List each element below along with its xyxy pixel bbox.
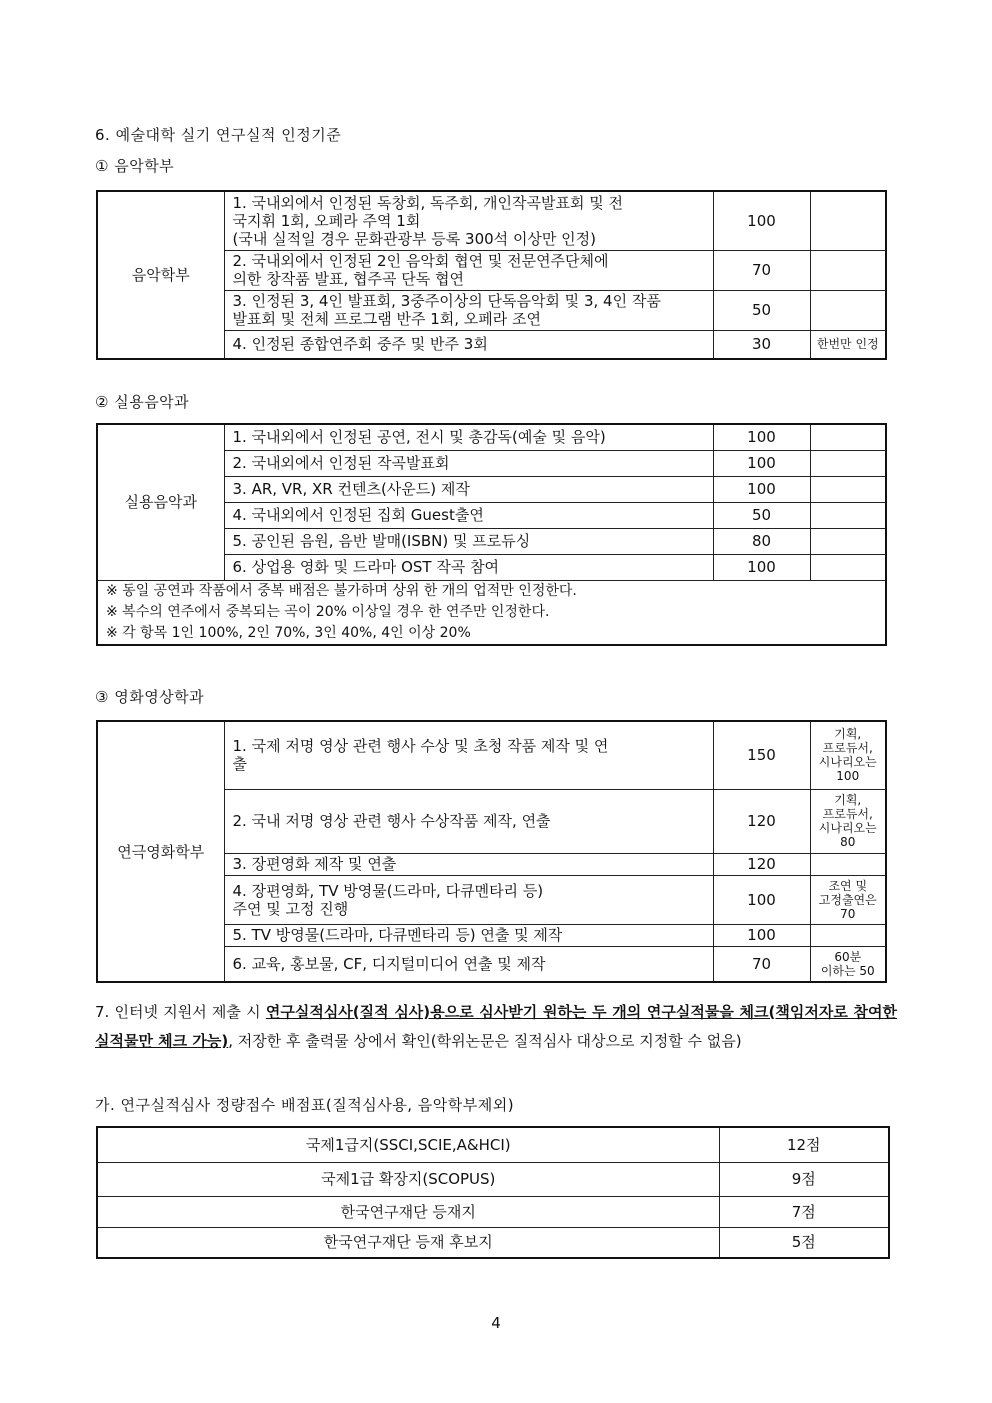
table-row — [97, 191, 886, 250]
criteria-line: (국내 실적일 경우 문화관광부 등록 300석 이상만 인정) — [232, 229, 597, 248]
note-cell — [810, 946, 886, 982]
criteria-cell: 2. 국내외에서 인정된 작곡발표회 — [224, 450, 713, 476]
note-cell — [810, 502, 886, 528]
section-7-paragraph — [95, 998, 897, 1056]
criteria-line: 1. 국제 저명 영상 관련 행사 수상 및 초청 작품 제작 및 연 — [232, 737, 609, 756]
note-line: 기획, — [834, 793, 862, 807]
notes-cell — [97, 580, 886, 645]
score-cell: 100 — [713, 450, 810, 476]
score-cell: 50 — [713, 502, 810, 528]
note-line: 기획, — [834, 727, 862, 742]
score-table-heading: 가. 연구실적심사 정량점수 배점표(질적심사용, 음악학부제외) — [95, 1096, 515, 1114]
criteria-cell: 1. 국내외에서 인정된 공연, 전시 및 총감독(예술 및 음악) — [224, 424, 713, 450]
criteria-line: 3. 인정된 3, 4인 발표회, 3중주이상의 단독음악회 및 3, 4인 작품 — [232, 292, 661, 310]
dept-cell: 음악학부 — [97, 191, 224, 359]
note-cell — [810, 789, 886, 853]
criteria-cell: 6. 상업용 영화 및 드라마 OST 작곡 참여 — [224, 554, 713, 580]
score-cell: 150 — [713, 721, 810, 789]
applied-music-table — [96, 423, 887, 646]
journal-cell: 한국연구재단 등재 후보지 — [97, 1227, 719, 1258]
score-cell: 100 — [713, 924, 810, 946]
table-row — [97, 1227, 889, 1258]
note-line: 프로듀서, — [822, 741, 873, 756]
criteria-line: 4. 장편영화, TV 방영물(드라마, 다큐멘타리 등) — [232, 881, 544, 900]
criteria-line: 1. 국내외에서 인정된 독창회, 독주회, 개인작곡발표회 및 전 — [232, 193, 623, 212]
note-line: ※ 복수의 연주에서 중복되는 곡이 20% 이상일 경우 한 연주만 인정한다. — [106, 603, 550, 620]
film-table — [96, 720, 887, 983]
criteria-cell: 2. 국내 저명 영상 관련 행사 수상작품 제작, 연출 — [224, 789, 713, 853]
score-cell: 100 — [713, 191, 810, 250]
note-line: 조연 및 — [828, 878, 868, 893]
note-line: 이하는 50 — [820, 963, 875, 978]
criteria-cell: 4. 국내외에서 인정된 집회 Guest출연 — [224, 502, 713, 528]
note-line: 시나리오는 — [818, 755, 877, 770]
criteria-cell: 4. 인정된 종합연주회 중주 및 반주 3회 — [224, 330, 713, 359]
note-line: 프로듀서, — [822, 807, 873, 821]
dept-cell: 실용음악과 — [97, 424, 224, 580]
note-line: 70 — [840, 906, 856, 921]
note-cell — [810, 554, 886, 580]
note-line: 60분 — [834, 949, 862, 964]
score-cell: 120 — [713, 789, 810, 853]
music-heading: ① 음악학부 — [95, 157, 175, 175]
note-line: ※ 각 항목 1인 100%, 2인 70%, 3인 40%, 4인 이상 20% — [106, 624, 471, 641]
score-cell: 9점 — [719, 1162, 889, 1196]
paragraph-text: 7. 인터넷 지원서 제출 시 — [95, 1003, 266, 1021]
note-cell — [810, 191, 886, 250]
journal-cell: 국제1급지(SSCI,SCIE,A&HCI) — [97, 1127, 719, 1162]
note-cell — [810, 721, 886, 789]
note-cell — [810, 853, 886, 875]
table-row — [97, 1162, 889, 1196]
paragraph-emphasis: 연구실적심사(질적 심사)용으로 심사받기 원하는 두 개의 연구실적물을 체크(책임저자로 참여한 실적물만 체크 가능) — [95, 1003, 897, 1050]
note-line: 시나리오는 — [818, 821, 877, 835]
score-cell: 5점 — [719, 1227, 889, 1258]
criteria-cell: 5. TV 방영물(드라마, 다큐멘타리 등) 연출 및 제작 — [224, 924, 713, 946]
music-table — [96, 190, 887, 360]
score-cell: 12점 — [719, 1127, 889, 1162]
note-cell — [810, 450, 886, 476]
criteria-line: 의한 창작품 발표, 협주곡 단독 협연 — [232, 270, 464, 288]
score-cell: 100 — [713, 875, 810, 924]
note-cell — [810, 476, 886, 502]
criteria-line: 주연 및 고정 진행 — [232, 899, 349, 918]
score-cell: 50 — [713, 290, 810, 330]
applied-music-heading: ② 실용음악과 — [95, 393, 190, 411]
score-cell: 100 — [713, 424, 810, 450]
criteria-cell: 3. AR, VR, XR 컨텐츠(사운드) 제작 — [224, 476, 713, 502]
note-line: 100 — [836, 769, 860, 784]
score-cell: 70 — [713, 250, 810, 290]
table-row — [97, 1196, 889, 1227]
table-row — [97, 424, 886, 450]
criteria-cell: 6. 교육, 홍보물, CF, 디지털미디어 연출 및 제작 — [224, 946, 713, 982]
criteria-line: 국지휘 1회, 오페라 주역 1회 — [232, 211, 421, 230]
score-cell: 100 — [713, 476, 810, 502]
page-number: 4 — [491, 1314, 501, 1332]
score-cell: 7점 — [719, 1196, 889, 1227]
note-cell — [810, 250, 886, 290]
section-6-title: 6. 예술대학 실기 연구실적 인정기준 — [95, 126, 342, 144]
note-cell: 한번만 인정 — [810, 330, 886, 359]
dept-cell: 연극영화학부 — [97, 721, 224, 982]
criteria-cell — [224, 250, 713, 290]
score-cell: 120 — [713, 853, 810, 875]
criteria-line: 발표회 및 전체 프로그램 반주 1회, 오페라 조연 — [232, 310, 542, 328]
criteria-cell: 5. 공인된 음원, 음반 발매(ISBN) 및 프로듀싱 — [224, 528, 713, 554]
score-table — [96, 1126, 890, 1259]
film-heading: ③ 영화영상학과 — [95, 688, 205, 706]
journal-cell: 한국연구재단 등재지 — [97, 1196, 719, 1227]
note-cell — [810, 290, 886, 330]
score-cell: 100 — [713, 554, 810, 580]
score-cell: 30 — [713, 330, 810, 359]
note-cell — [810, 875, 886, 924]
note-cell — [810, 424, 886, 450]
journal-cell: 국제1급 확장지(SCOPUS) — [97, 1162, 719, 1196]
note-cell — [810, 528, 886, 554]
note-line: ※ 동일 공연과 작품에서 중복 배점은 불가하며 상위 한 개의 업적만 인정한다. — [106, 582, 577, 599]
notes-row — [97, 580, 886, 645]
criteria-cell — [224, 191, 713, 250]
score-cell: 80 — [713, 528, 810, 554]
criteria-cell — [224, 721, 713, 789]
criteria-line: 2. 국내외에서 인정된 2인 음악회 협연 및 전문연주단체에 — [232, 252, 609, 270]
score-cell: 70 — [713, 946, 810, 982]
paragraph-text: , 저장한 후 출력물 상에서 확인(학위논문은 질적심사 대상으로 지정할 수 없음) — [228, 1032, 742, 1050]
criteria-cell — [224, 290, 713, 330]
table-row — [97, 721, 886, 789]
criteria-cell — [224, 875, 713, 924]
note-cell — [810, 924, 886, 946]
criteria-cell: 3. 장편영화 제작 및 연출 — [224, 853, 713, 875]
criteria-line: 출 — [232, 755, 247, 774]
note-line: 80 — [840, 835, 856, 849]
note-line: 고정출연은 — [818, 892, 877, 907]
table-row — [97, 1127, 889, 1162]
